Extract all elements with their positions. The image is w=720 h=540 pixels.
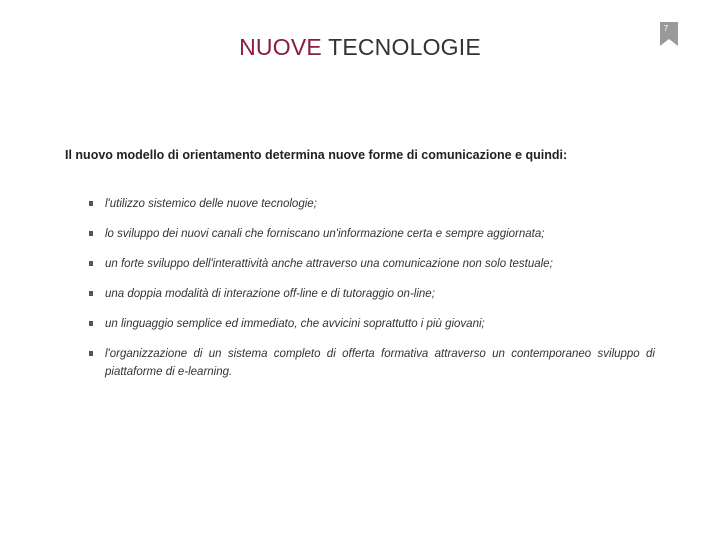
bullet-square-icon <box>89 351 93 356</box>
bullet-text: l'organizzazione di un sistema completo di offerta formativa attraverso un contemporaneo sviluppo di piattaforme di e-learning. <box>105 348 655 378</box>
list-item <box>89 315 655 333</box>
list-item <box>89 255 655 273</box>
page-number: 7 <box>663 24 669 33</box>
bullet-text: una doppia modalità di interazione off-line e di tutoraggio on-line; <box>105 288 435 300</box>
intro-text: Il nuovo modello di orientamento determina nuove forme di comunicazione e quindi: <box>65 148 568 162</box>
bullet-text: lo sviluppo dei nuovi canali che forniscano un'informazione certa e sempre aggiornata; <box>105 228 545 240</box>
title-rest: TECNOLOGIE <box>321 34 481 60</box>
bullet-square-icon <box>89 321 93 326</box>
list-item <box>89 225 655 243</box>
bullet-text: un forte sviluppo dell'interattività anche attraverso una comunicazione non solo testuale; <box>105 258 553 270</box>
title-accent: NUOVE <box>239 34 322 60</box>
bullet-list <box>89 195 655 393</box>
bullet-square-icon <box>89 291 93 296</box>
bullet-square-icon <box>89 201 93 206</box>
page-title <box>0 34 720 61</box>
bullet-square-icon <box>89 231 93 236</box>
bullet-text: l'utilizzo sistemico delle nuove tecnologie; <box>105 198 317 210</box>
bullet-square-icon <box>89 261 93 266</box>
list-item <box>89 195 655 213</box>
bullet-text: un linguaggio semplice ed immediato, che avvicini soprattutto i più giovani; <box>105 318 485 330</box>
list-item <box>89 285 655 303</box>
list-item <box>89 345 655 381</box>
